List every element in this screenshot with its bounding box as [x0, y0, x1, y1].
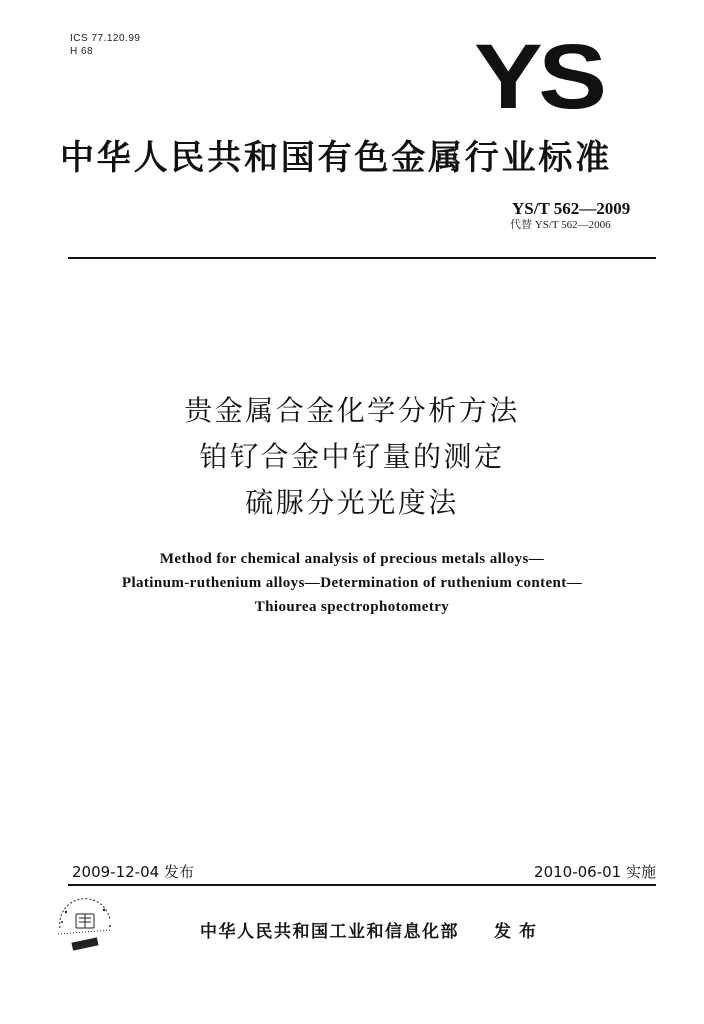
title-en-line-2: Platinum-ruthenium alloys—Determination of ruthenium content—	[121, 575, 583, 591]
ccs-code: H 68	[70, 46, 94, 57]
ics-code: ICS 77.120.99	[70, 33, 141, 44]
issuing-authority: 中华人民共和国工业和信息化部	[200, 922, 459, 942]
footer-divider	[68, 884, 656, 886]
implementation-date: 2010-06-01 实施	[534, 863, 656, 881]
issue-date: 2009-12-04 发布	[72, 863, 194, 881]
title-en-line-3: Thiourea spectrophotometry	[254, 599, 450, 615]
title-cn-line-1: 贵金属合金化学分析方法	[184, 394, 520, 427]
standard-number: YS/T 562—2009	[512, 199, 631, 218]
title-cn-line-2: 铂钌合金中钌量的测定	[199, 440, 505, 473]
title-en-line-1: Method for chemical analysis of precious metals alloys—	[159, 551, 545, 567]
issuing-category-title: 中华人民共和国有色金属行业标准	[60, 138, 612, 178]
title-cn-line-3: 硫脲分光光度法	[245, 486, 459, 519]
ys-logo: YS	[474, 26, 603, 128]
issue-label: 发布	[494, 922, 544, 942]
header-divider	[68, 257, 656, 259]
replaced-standard: 代替 YS/T 562—2006	[510, 219, 611, 231]
anti-counterfeit-stamp	[52, 898, 118, 958]
